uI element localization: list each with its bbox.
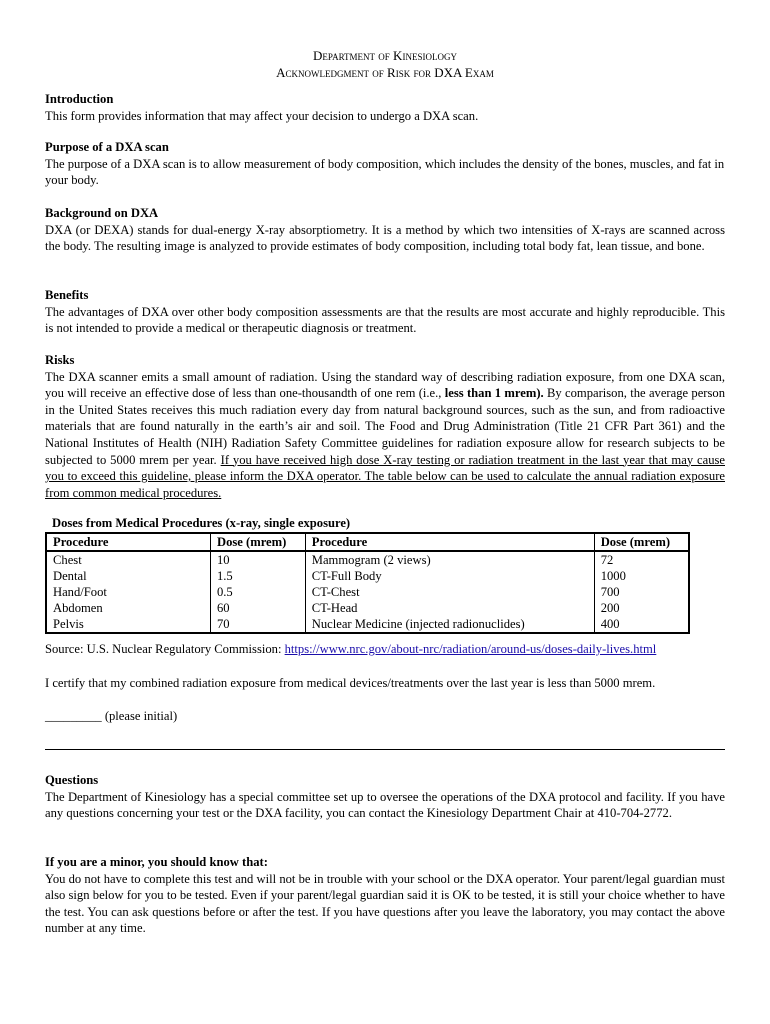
col-procedure-1: Procedure (46, 533, 210, 551)
table-row (46, 616, 689, 633)
form-title: Acknowledgment of Risk for DXA Exam (276, 65, 494, 80)
table-cell: 700 (594, 584, 689, 600)
divider (45, 749, 725, 750)
intro-section (45, 91, 725, 124)
table-cell: Nuclear Medicine (injected radionuclides) (305, 616, 594, 633)
table-cell: 0.5 (210, 584, 305, 600)
table-cell: CT-Head (305, 600, 594, 616)
col-dose-1: Dose (mrem) (210, 533, 305, 551)
risks-underlined-notice: If you have received high dose X-ray testing or radiation treatment in the last year that may cause you to exceed this guideline, please inform the DXA operator. The table below can be used to calculate the annual radiation exposure from common medical procedures. (45, 452, 725, 500)
benefits-text: The advantages of DXA over other body composition assessments are that the results are most accurate and highly reproducible. This is not intended to provide a medical or therapeutic diagnosis or treatment. (45, 304, 725, 336)
questions-title: Questions (45, 773, 99, 787)
risks-text-b: By comparison, the average person in the United States receives this much radiation every day from natural background sources, such as the sun, and from radioactive materials that are found naturally in the earth’s air and soil. The Food and Drug Administration (Title 21 CFR Part 361) and the National Institutes of Health (NIH) Radiation Safety Committee guidelines for radiation exposure allow for research subjects to be subjected to 5000 mrem per year. (45, 386, 725, 467)
purpose-text: The purpose of a DXA scan is to allow measurement of body composition, which includes the density of the bones, muscles, and fat in your body. (45, 156, 725, 188)
purpose-title: Purpose of a DXA scan (45, 140, 169, 154)
background-section (45, 205, 725, 255)
doses-caption: Doses from Medical Procedures (x-ray, single exposure) (52, 516, 351, 530)
source-link[interactable]: https://www.nrc.gov/about-nrc/radiation/around-us/doses-daily-lives.html (284, 642, 657, 656)
risks-dose-bold: less than 1 mrem). (444, 386, 544, 401)
table-cell: 60 (210, 600, 305, 616)
certify-statement: I certify that my combined radiation exposure from medical devices/treatments over the last year is less than 5000 mrem. (45, 676, 656, 690)
benefits-title: Benefits (45, 288, 89, 302)
source-label: Source: U.S. Nuclear Regulatory Commission: (45, 642, 285, 656)
risks-text (45, 369, 725, 502)
table-cell: CT-Chest (305, 584, 594, 600)
table-cell: Chest (46, 551, 210, 568)
minor-title: If you are a minor, you should know that: (45, 855, 268, 869)
background-title: Background on DXA (45, 206, 159, 220)
table-cell: Pelvis (46, 616, 210, 633)
table-cell: Dental (46, 568, 210, 584)
table-cell: 400 (594, 616, 689, 633)
intro-title: Introduction (45, 92, 114, 106)
risks-title: Risks (45, 353, 75, 367)
table-cell: 1.5 (210, 568, 305, 584)
table-cell: CT-Full Body (305, 568, 594, 584)
initial-field[interactable]: _________ (please initial) (45, 709, 178, 723)
doses-table (45, 532, 690, 634)
benefits-section (45, 287, 725, 337)
table-row (46, 551, 689, 568)
questions-section (45, 772, 725, 822)
source-line (45, 641, 725, 658)
table-cell: 1000 (594, 568, 689, 584)
table-cell: Hand/Foot (46, 584, 210, 600)
table-row (46, 584, 689, 600)
minor-text: You do not have to complete this test and will not be in trouble with your school or the DXA operator. Your parent/legal guardian must also sign below for you to be tested. Even if your parent/legal guardian said it is OK to be tested, it is still your choice whether to have the test. You can ask questions before or after the test. If you have questions after you leave the laboratory, you may contact the above number at any time. (45, 871, 725, 936)
table-cell: 72 (594, 551, 689, 568)
table-cell: 70 (210, 616, 305, 633)
col-dose-2: Dose (mrem) (594, 533, 689, 551)
questions-text: The Department of Kinesiology has a special committee set up to oversee the operations of the DXA protocol and facility. If you have any questions concerning your test or the DXA facility, you can contact the Kinesiology Department Chair at 410-704-2772. (45, 789, 725, 821)
department-heading: Department of Kinesiology (313, 48, 457, 63)
col-procedure-2: Procedure (305, 533, 594, 551)
minor-section (45, 854, 725, 937)
purpose-section (45, 139, 725, 189)
background-text: DXA (or DEXA) stands for dual-energy X-ray absorptiometry. It is a method by which two intensities of X-rays are scanned across the body. The resulting image is analyzed to provide estimates of body composition, including total body fat, lean tissue, and bone. (45, 222, 725, 254)
table-cell: 10 (210, 551, 305, 568)
intro-text: This form provides information that may affect your decision to undergo a DXA scan. (45, 108, 479, 123)
table-cell: Abdomen (46, 600, 210, 616)
table-row (46, 568, 689, 584)
table-cell: Mammogram (2 views) (305, 551, 594, 568)
risks-section (45, 352, 725, 501)
risks-text-a: The DXA scanner emits a small amount of radiation. Using the standard way of describing radiation exposure, from one DXA scan, you will receive an effective dose of less than one-thousandth of one rem (i.e., (45, 369, 725, 401)
doses-header-row (46, 533, 689, 551)
table-row (46, 600, 689, 616)
table-cell: 200 (594, 600, 689, 616)
